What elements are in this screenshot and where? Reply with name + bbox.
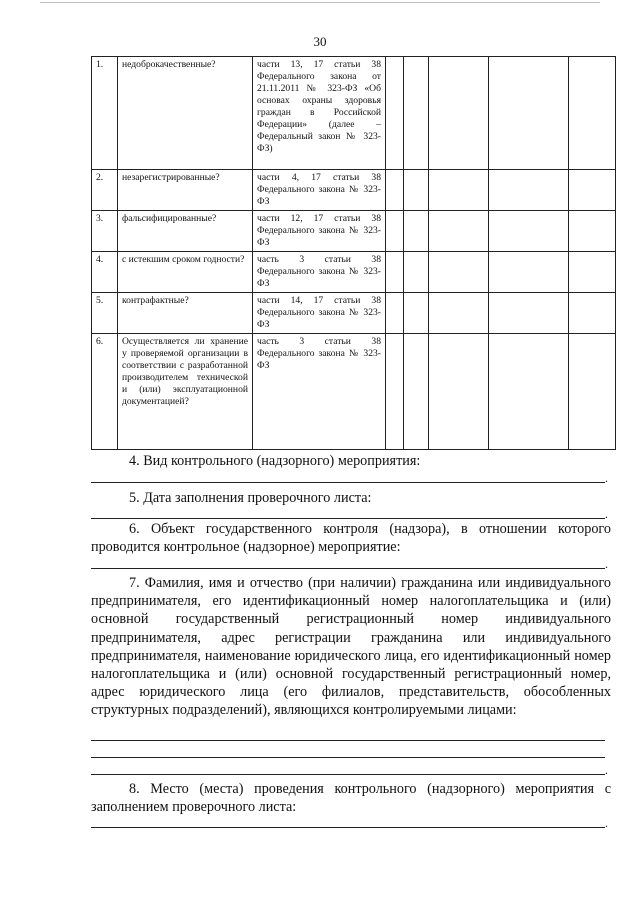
answer-cell	[489, 57, 569, 170]
fill-line	[91, 568, 605, 569]
line-end-dot: .	[605, 557, 608, 571]
fill-line	[91, 827, 605, 828]
answer-cell	[489, 252, 569, 293]
line-end-dot: .	[605, 816, 608, 830]
question-cell: контрафактные?	[118, 293, 253, 334]
legal-reference-cell: часть 3 статьи 38 Федерального закона № 323-ФЗ	[253, 334, 386, 450]
row-number: 1.	[92, 57, 118, 170]
answer-cell	[489, 211, 569, 252]
question-cell: с истекшим сроком годности?	[118, 252, 253, 293]
answer-cell	[429, 252, 489, 293]
answer-cell	[404, 211, 429, 252]
answer-cell	[404, 334, 429, 450]
legal-reference-cell: часть 3 статьи 38 Федерального закона № 323-ФЗ	[253, 252, 386, 293]
checklist-table	[91, 56, 616, 450]
answer-cell	[386, 170, 404, 211]
fill-line	[91, 482, 605, 483]
answer-cell	[404, 57, 429, 170]
answer-cell	[404, 170, 429, 211]
row-number: 4.	[92, 252, 118, 293]
section-4-label: 4. Вид контрольного (надзорного) мероприятия:	[129, 453, 421, 469]
table-row	[92, 293, 616, 334]
answer-cell	[569, 57, 616, 170]
fill-line	[91, 774, 605, 775]
answer-cell	[569, 252, 616, 293]
answer-cell	[404, 252, 429, 293]
table-row	[92, 252, 616, 293]
row-number: 2.	[92, 170, 118, 211]
fill-line	[91, 518, 605, 519]
answer-cell	[569, 293, 616, 334]
table-row	[92, 57, 616, 170]
answer-cell	[386, 334, 404, 450]
section-7-label: 7. Фамилия, имя и отчество (при наличии) гражданина или индивидуального предпринимателя, его идентификационный номер налогоплательщика и (или) основной государственный регистрационный номер индивидуального предпринимателя, адрес регистрации гражданина или индивидуального предпринимателя, наименование юридического лица, его идентификационный номер налогоплательщика и (или) основной государственный регистрационный номер, адрес юридического лица (его филиалов, представительств, обособленных структурных подразделений), являющихся контролируемыми лицами:	[91, 575, 611, 719]
answer-cell	[386, 211, 404, 252]
fill-line	[91, 757, 605, 758]
answer-cell	[429, 57, 489, 170]
answer-cell	[429, 293, 489, 334]
answer-cell	[429, 170, 489, 211]
answer-cell	[489, 293, 569, 334]
answer-cell	[429, 211, 489, 252]
answer-cell	[386, 252, 404, 293]
legal-reference-cell: части 14, 17 статьи 38 Федерального закона № 323-ФЗ	[253, 293, 386, 334]
question-cell: Осуществляется ли хранение у проверяемой организации в соответствии с разработанной производителем технической и (или) эксплуатационной документацией?	[118, 334, 253, 450]
answer-cell	[404, 293, 429, 334]
legal-reference-cell: части 13, 17 статьи 38 Федерального закона от 21.11.2011 № 323-ФЗ «Об основах охраны здоровья граждан в Российской Федерации» (далее – Федеральный закон № 323-ФЗ)	[253, 57, 386, 170]
question-cell: недоброкачественные?	[118, 57, 253, 170]
page-top-edge	[40, 2, 600, 3]
row-number: 5.	[92, 293, 118, 334]
section-5-label: 5. Дата заполнения проверочного листа:	[129, 490, 372, 506]
line-end-dot: .	[605, 507, 608, 521]
section-6-label: 6. Объект государственного контроля (надзора), в отношении которого проводится контрольное (надзорное) мероприятие:	[91, 521, 611, 556]
page-number: 30	[313, 34, 327, 49]
question-cell: фальсифицированные?	[118, 211, 253, 252]
line-end-dot: .	[605, 763, 608, 777]
answer-cell	[569, 211, 616, 252]
answer-cell	[489, 334, 569, 450]
line-end-dot: .	[605, 471, 608, 485]
table-row	[92, 170, 616, 211]
legal-reference-cell: части 12, 17 статьи 38 Федерального закона № 323-ФЗ	[253, 211, 386, 252]
question-cell: незарегистрированные?	[118, 170, 253, 211]
answer-cell	[386, 293, 404, 334]
answer-cell	[386, 57, 404, 170]
table-row	[92, 334, 616, 450]
answer-cell	[569, 170, 616, 211]
answer-cell	[429, 334, 489, 450]
table-row	[92, 211, 616, 252]
section-8-label: 8. Место (места) проведения контрольного (надзорного) мероприятия с заполнением проверочного листа:	[91, 781, 611, 816]
legal-reference-cell: части 4, 17 статьи 38 Федерального закона № 323-ФЗ	[253, 170, 386, 211]
answer-cell	[489, 170, 569, 211]
row-number: 3.	[92, 211, 118, 252]
fill-line	[91, 740, 605, 741]
row-number: 6.	[92, 334, 118, 450]
answer-cell	[569, 334, 616, 450]
